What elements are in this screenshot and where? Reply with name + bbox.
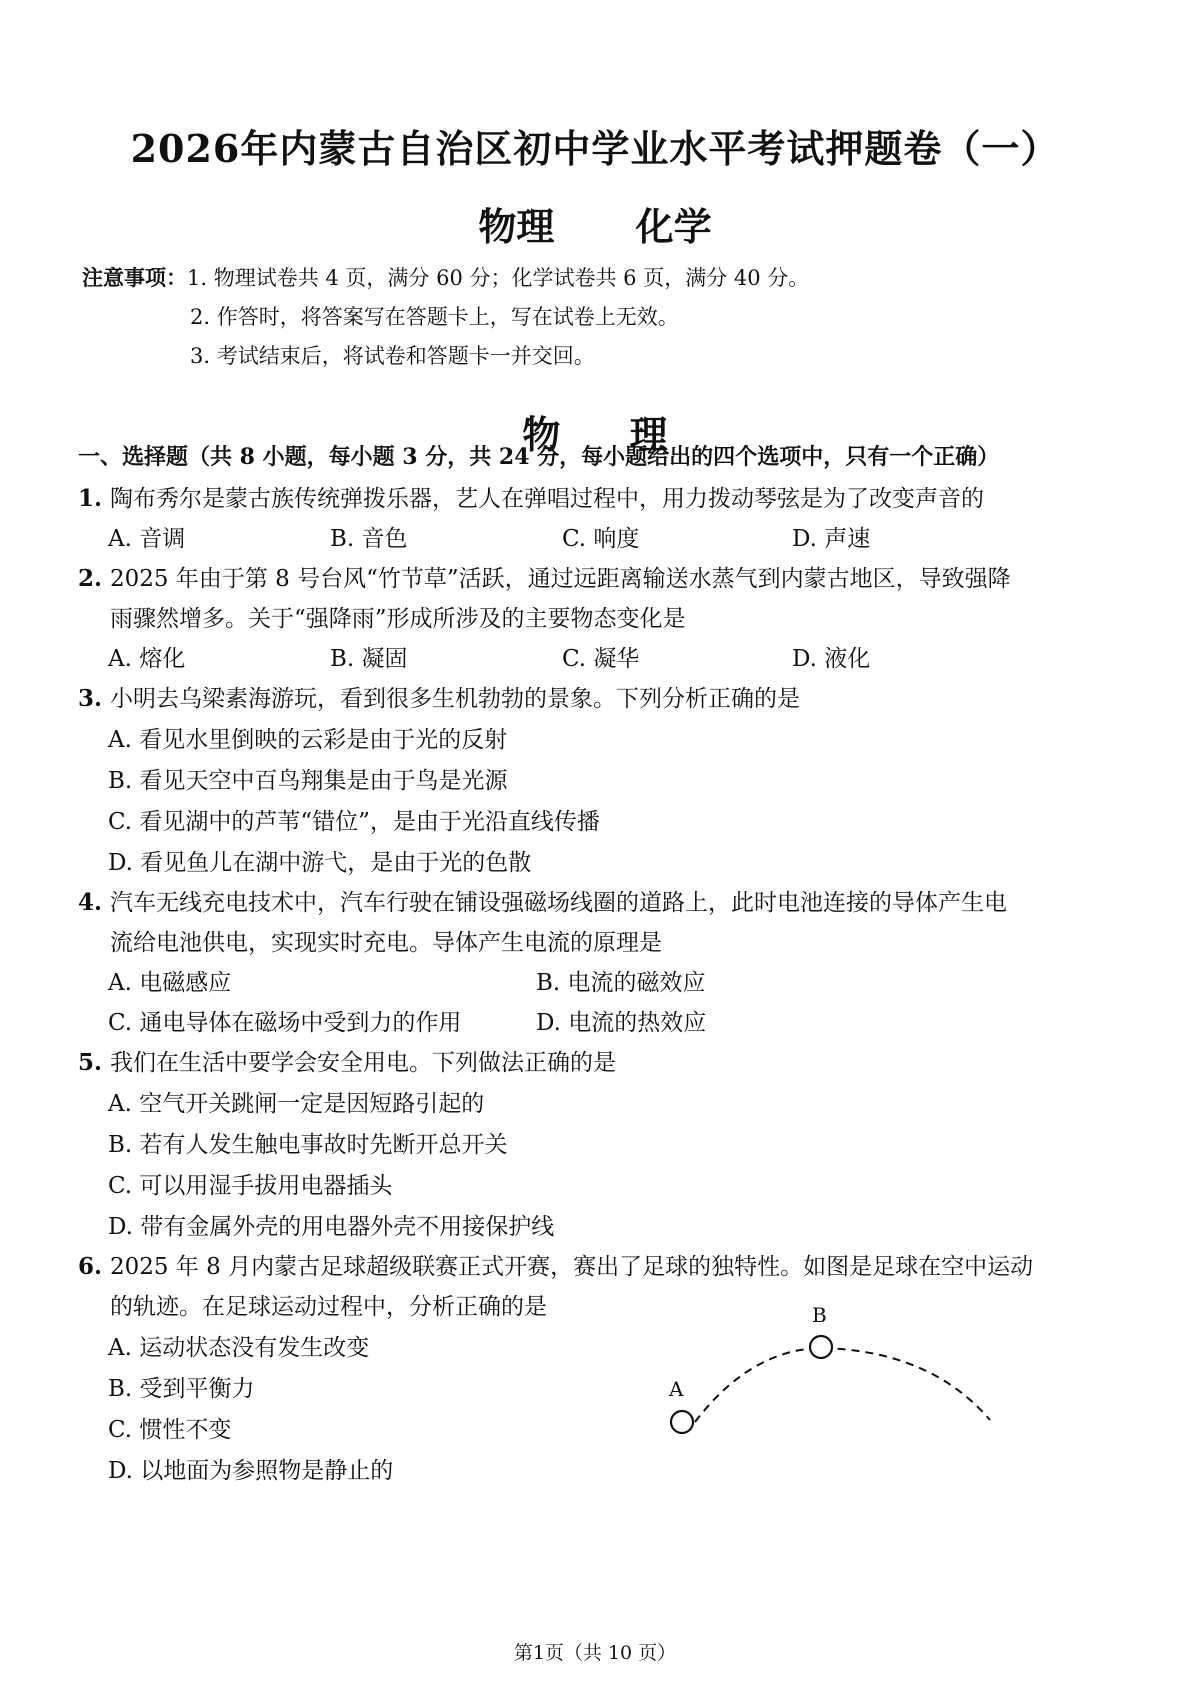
subject-chemistry: 化学 [635,204,712,249]
section-title-char-1: 物 [522,412,561,457]
question-1 [78,480,984,513]
question-5 [78,1044,616,1077]
question-number: 5. [78,1049,103,1076]
question-number: 2. [78,565,103,592]
question-stem: 陶布秀尔是蒙古族传统弹拨乐器，艺人在弹唱过程中，用力拨动琴弦是为了改变声音的 [110,486,984,512]
part-heading: 一、选择题（共 8 小题，每小题 3 分，共 24 分，每小题给出的四个选项中，只有一个正确） [78,444,1000,470]
option-c: C. 看见湖中的芦苇“错位”，是由于光沿直线传播 [108,809,600,835]
option-a: A. 空气开关跳闸一定是因短路引起的 [108,1091,485,1117]
question-stem: 小明去乌梁素海游玩，看到很多生机勃勃的景象。下列分析正确的是 [110,686,800,712]
question-4 [78,884,1007,917]
trajectory-path [695,1348,990,1422]
question-6 [78,1248,1033,1281]
option-b: B. 电流的磁效应 [536,970,706,996]
question-stem: 汽车无线充电技术中，汽车行驶在铺设强磁场线圈的道路上，此时电池连接的导体产生电 [110,890,1007,916]
option-a: A. 音调 [108,526,186,552]
option-d: D. 电流的热效应 [536,1010,707,1036]
subject-heading [0,196,1190,251]
option-d: D. 以地面为参照物是静止的 [108,1458,394,1484]
option-b: B. 凝固 [330,646,408,672]
option-c: C. 凝华 [562,646,640,672]
option-a: A. 熔化 [108,646,186,672]
question-stem-continued: 的轨迹。在足球运动过程中，分析正确的是 [110,1294,547,1320]
ball-b [810,1336,832,1358]
notice-item-2: 2. 作答时，将答案写在答题卡上，写在试卷上无效。 [190,305,679,329]
page-title: 2026年内蒙古自治区初中学业水平考试押题卷（一） [130,126,1060,171]
option-b: B. 受到平衡力 [108,1376,255,1402]
option-b: B. 若有人发生触电事故时先断开总开关 [108,1132,508,1158]
page-footer: 第1页（共 10 页） [513,1642,677,1664]
question-number: 4. [78,889,103,916]
question-stem: 2025 年 8 月内蒙古足球超级联赛正式开赛，赛出了足球的独特性。如图是足球在空中运动 [110,1254,1034,1280]
option-b: B. 看见天空中百鸟翔集是由于鸟是光源 [108,768,508,794]
question-number: 6. [78,1253,103,1280]
ball-a [671,1411,693,1433]
option-a: A. 运动状态没有发生改变 [108,1335,370,1361]
label-a: A [669,1377,684,1401]
option-d: D. 看见鱼儿在湖中游弋，是由于光的色散 [108,850,532,876]
question-stem: 我们在生活中要学会安全用电。下列做法正确的是 [110,1050,616,1076]
option-a: A. 看见水里倒映的云彩是由于光的反射 [108,727,508,753]
question-stem: 2025 年由于第 8 号台风“竹节草”活跃，通过远距离输送水蒸气到内蒙古地区，导致强降 [110,566,1011,592]
option-c: C. 可以用湿手拔用电器插头 [108,1173,393,1199]
question-number: 3. [78,685,103,712]
question-number: 1. [78,485,103,512]
notice-label: 注意事项： [82,265,187,290]
option-d: D. 声速 [792,526,871,552]
question-3 [78,680,800,713]
notice-item-1: 1. 物理试卷共 4 页，满分 60 分；化学试卷共 6 页，满分 40 分。 [187,266,810,290]
option-c: C. 惯性不变 [108,1417,232,1443]
notice-item-3: 3. 考试结束后，将试卷和答题卡一并交回。 [190,344,595,368]
question-2 [78,560,1011,593]
option-a: A. 电磁感应 [108,970,232,996]
option-c: C. 通电导体在磁场中受到力的作用 [108,1010,462,1036]
option-d: D. 液化 [792,646,871,672]
option-d: D. 带有金属外壳的用电器外壳不用接保护线 [108,1214,555,1240]
option-c: C. 响度 [562,526,640,552]
option-b: B. 音色 [330,526,408,552]
question-stem-continued: 流给电池供电，实现实时充电。导体产生电流的原理是 [110,930,662,956]
question-stem-continued: 雨骤然增多。关于“强降雨”形成所涉及的主要物态变化是 [110,606,686,632]
trajectory-figure [669,1303,1020,1550]
subject-physics: 物理 [478,204,555,249]
section-title-char-2: 理 [629,412,668,457]
label-b: B [812,1303,827,1327]
